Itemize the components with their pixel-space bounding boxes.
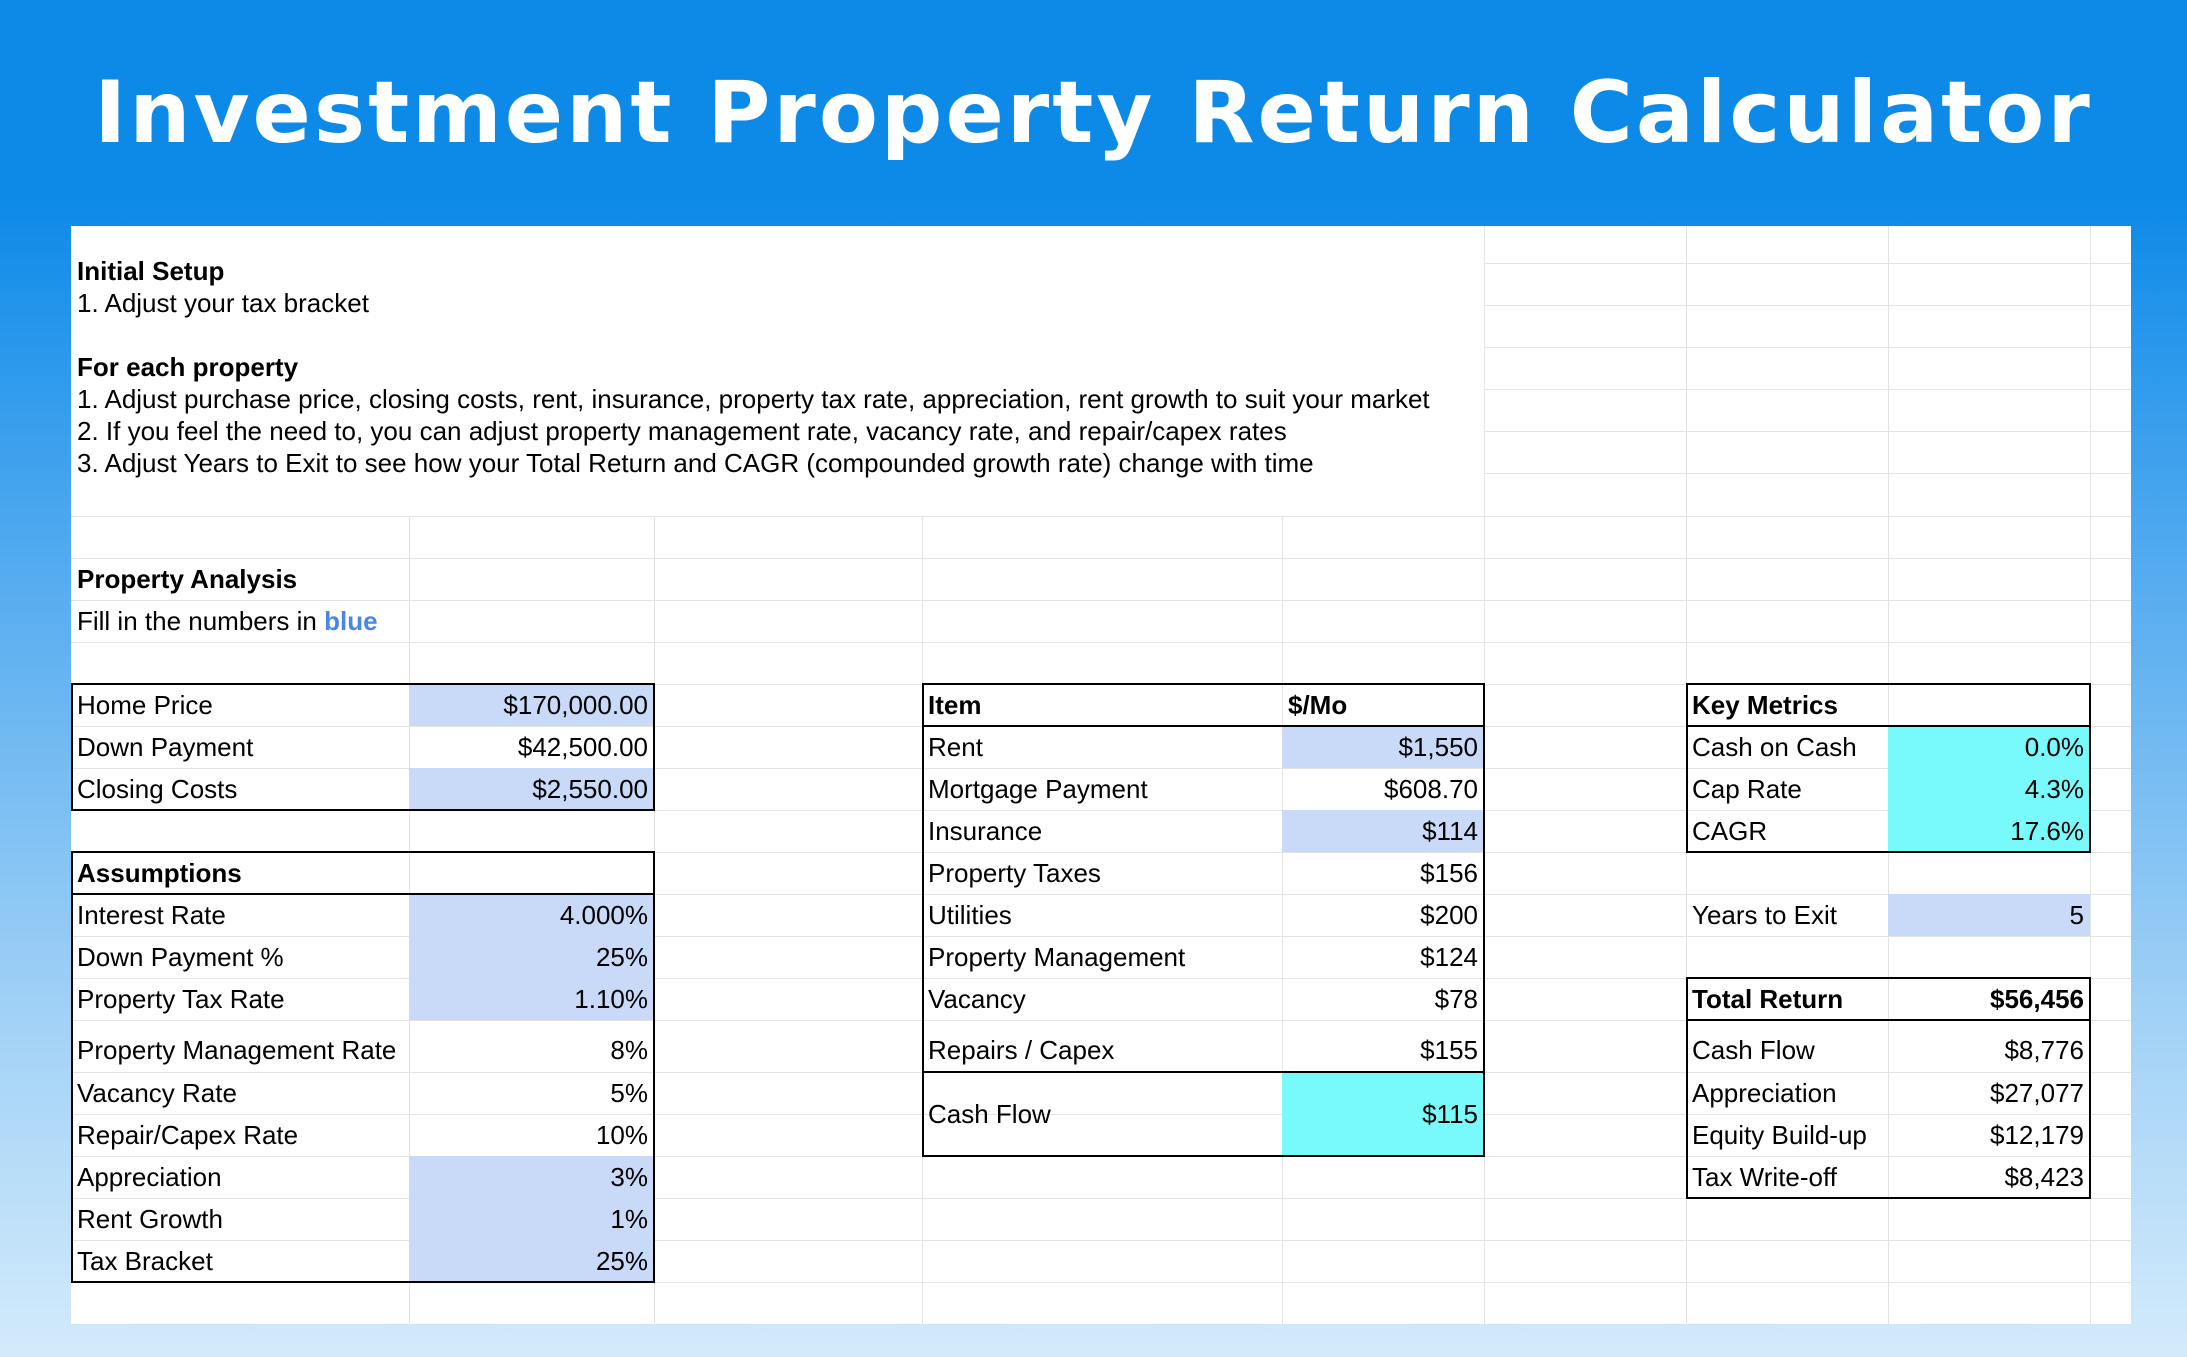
interest-rate-input[interactable]: 4.000%: [409, 894, 654, 936]
closing-costs-input[interactable]: $2,550.00: [409, 768, 654, 810]
cap-rate-value: 4.3%: [1888, 768, 2090, 810]
monthly-header-item: Item: [928, 689, 982, 720]
key-metrics-heading: Key Metrics: [1692, 689, 1838, 720]
instructions-each-step-1: 1. Adjust purchase price, closing costs, rent, insurance, property tax rate, appreciation, rent growth to suit your market: [77, 384, 1430, 414]
fill-instruction-highlight: blue: [324, 605, 378, 636]
key-metrics-heading-divider: [1686, 725, 2091, 727]
return-appreciation-value: $27,077: [1990, 1077, 2084, 1108]
assumption-label-interest-rate: Interest Rate: [77, 899, 226, 930]
assumption-label-rent-growth: Rent Growth: [77, 1203, 223, 1234]
return-cash-flow-value: $8,776: [2004, 1034, 2084, 1065]
assumption-label-property-management-rate: Property Management Rate: [77, 1034, 397, 1065]
purchase-label-home-price: Home Price: [77, 689, 213, 720]
instructions-setup-step-1: 1. Adjust your tax bracket: [77, 288, 369, 318]
page-title: Investment Property Return Calculator: [94, 63, 2093, 163]
return-label-appreciation: Appreciation: [1692, 1077, 1837, 1108]
appreciation-input[interactable]: 3%: [409, 1156, 654, 1198]
assumption-label-property-tax-rate: Property Tax Rate: [77, 983, 285, 1014]
return-tax-writeoff-value: $8,423: [2004, 1161, 2084, 1192]
return-label-equity-buildup: Equity Build-up: [1692, 1119, 1867, 1150]
rent-input[interactable]: $1,550: [1282, 726, 1484, 768]
fill-instruction: [71, 600, 654, 642]
monthly-label-cash-flow: Cash Flow: [928, 1098, 1051, 1129]
monthly-cash-flow-value: $115: [1282, 1072, 1484, 1156]
vacancy-value: $78: [1434, 983, 1478, 1014]
assumption-label-repair-capex-rate: Repair/Capex Rate: [77, 1119, 299, 1150]
vacancy-rate-value[interactable]: 5%: [610, 1077, 648, 1108]
assumption-label-tax-bracket: Tax Bracket: [77, 1245, 213, 1276]
home-price-input[interactable]: $170,000.00: [409, 684, 654, 726]
down-payment-pct-input[interactable]: 25%: [409, 936, 654, 978]
instructions-each-step-3: 3. Adjust Years to Exit to see how your Total Return and CAGR (compounded growth rate) change with time: [77, 448, 1314, 478]
purchase-label-closing-costs: Closing Costs: [77, 773, 238, 804]
assumption-label-down-payment-pct: Down Payment %: [77, 941, 284, 972]
instructions-each-step-2: 2. If you feel the need to, you can adjust property management rate, vacancy rate, and repair/capex rates: [77, 416, 1287, 446]
cash-on-cash-value: 0.0%: [1888, 726, 2090, 768]
monthly-label-mortgage: Mortgage Payment: [928, 773, 1148, 804]
down-payment-value: $42,500.00: [517, 731, 648, 762]
metric-label-cap-rate: Cap Rate: [1692, 773, 1802, 804]
monthly-header-value: $/Mo: [1288, 689, 1348, 720]
metric-label-cagr: CAGR: [1692, 815, 1768, 846]
returns-border: [1686, 977, 2091, 1199]
purchase-label-down-payment: Down Payment: [77, 731, 254, 762]
monthly-label-utilities: Utilities: [928, 899, 1012, 930]
insurance-input[interactable]: $114: [1282, 810, 1484, 852]
fill-instruction-text: Fill in the numbers in: [77, 605, 317, 636]
spreadsheet[interactable]: [71, 226, 2131, 1324]
total-return-divider: [1686, 1019, 2091, 1021]
assumption-label-appreciation: Appreciation: [77, 1161, 222, 1192]
property-taxes-value: $156: [1420, 857, 1478, 888]
purchase-box-border: [71, 683, 655, 811]
repairs-capex-value: $155: [1420, 1034, 1478, 1065]
monthly-table-border: [922, 683, 1485, 1073]
property-analysis-heading: Property Analysis: [77, 563, 298, 594]
mortgage-payment-value: $608.70: [1384, 773, 1478, 804]
total-return-value: $56,456: [1990, 983, 2084, 1014]
rent-growth-input[interactable]: 1%: [409, 1198, 654, 1240]
property-management-value: $124: [1420, 941, 1478, 972]
tax-bracket-input[interactable]: 25%: [409, 1240, 654, 1282]
monthly-label-vacancy: Vacancy: [928, 983, 1026, 1014]
monthly-label-repairs-capex: Repairs / Capex: [928, 1034, 1115, 1065]
utilities-value[interactable]: $200: [1420, 899, 1478, 930]
years-to-exit-input[interactable]: 5: [1888, 894, 2090, 936]
return-label-tax-writeoff: Tax Write-off: [1692, 1161, 1837, 1192]
metric-label-cash-on-cash: Cash on Cash: [1692, 731, 1857, 762]
monthly-label-property-taxes: Property Taxes: [928, 857, 1101, 888]
assumptions-box-border: [71, 851, 655, 1283]
cagr-value: 17.6%: [1888, 810, 2090, 852]
monthly-label-property-management: Property Management: [928, 941, 1186, 972]
return-label-cash-flow: Cash Flow: [1692, 1034, 1815, 1065]
instructions-setup-heading: Initial Setup: [77, 256, 225, 286]
assumptions-heading-divider: [71, 893, 655, 895]
monthly-label-insurance: Insurance: [928, 815, 1043, 846]
property-management-rate-value[interactable]: 8%: [610, 1034, 648, 1065]
total-return-label: Total Return: [1692, 983, 1844, 1014]
monthly-cash-flow-border: [922, 1071, 1485, 1157]
monthly-label-rent: Rent: [928, 731, 983, 762]
return-equity-buildup-value: $12,179: [1990, 1119, 2084, 1150]
key-metrics-border: [1686, 683, 2091, 853]
monthly-header-divider: [922, 725, 1485, 727]
years-to-exit-label: Years to Exit: [1692, 899, 1838, 930]
assumption-label-vacancy-rate: Vacancy Rate: [77, 1077, 237, 1108]
instructions-each-heading: For each property: [77, 352, 299, 382]
property-tax-rate-input[interactable]: 1.10%: [409, 978, 654, 1020]
repair-capex-rate-value[interactable]: 10%: [595, 1119, 648, 1150]
assumptions-heading: Assumptions: [77, 857, 242, 888]
